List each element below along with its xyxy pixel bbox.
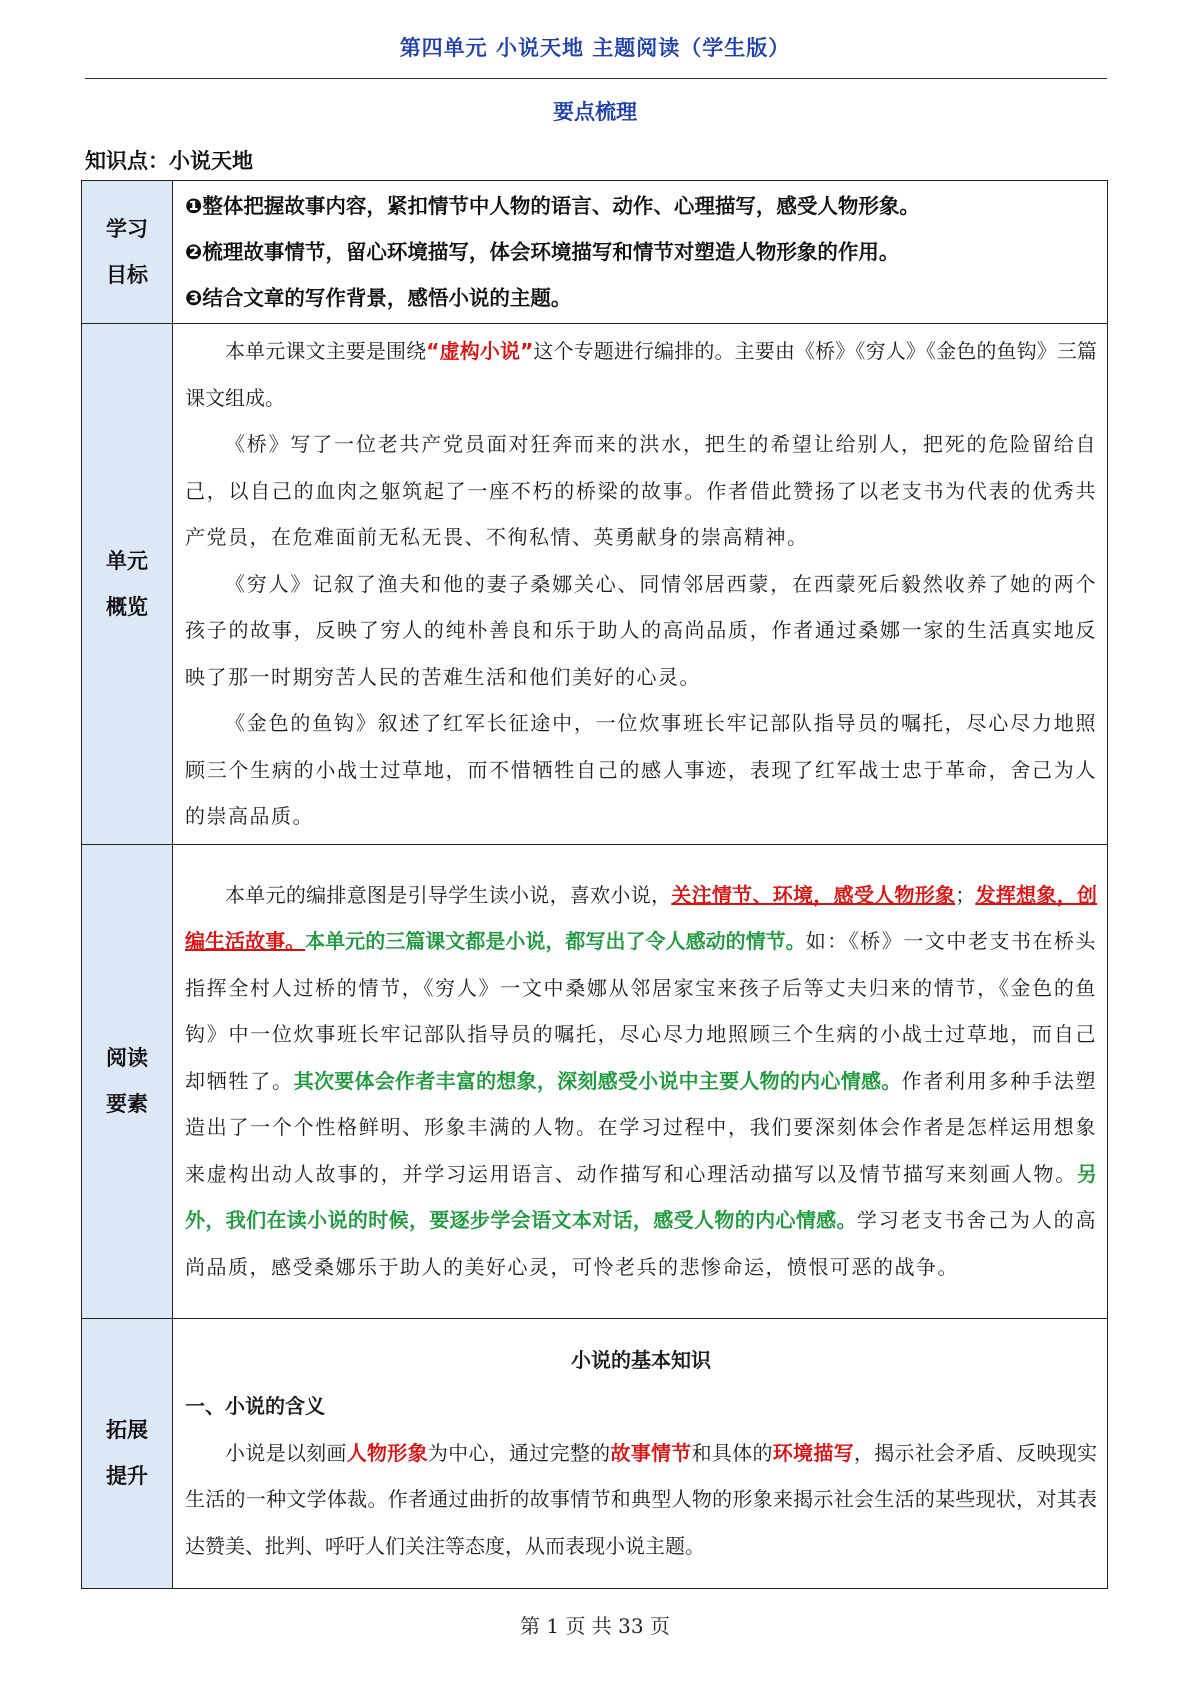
- label-line: 阅读: [106, 1046, 148, 1070]
- table-row-overview: [82, 324, 1108, 845]
- emphasis-text: 本单元的三篇课文都是小说，都写出了令人感动的情节。: [305, 929, 806, 954]
- reading-content: [173, 844, 1108, 1318]
- document-title: 第四单元 小说天地 主题阅读（学生版）: [399, 36, 791, 60]
- text-run: 小说是以刻画: [225, 1440, 347, 1465]
- row-label-extension: [82, 1318, 173, 1588]
- label-line: 拓展: [106, 1418, 148, 1442]
- text-run: 本单元的编排意图是引导学生读小说，喜欢小说，: [225, 882, 672, 907]
- text-run: 学习老支书舍己为人的高尚品质，感受桑娜乐于助人的美好心灵，可怜老兵的悲惨命运，愤恨可恶的战争。: [185, 1208, 1098, 1279]
- row-label-reading: [82, 844, 173, 1318]
- goals-content: [173, 181, 1108, 324]
- emphasis-text: 另外，我们在读小说的时候，要逐步学会语文本对话，感受人物的内心情感。: [185, 1161, 1097, 1233]
- table-row-reading: [82, 844, 1108, 1318]
- text-run: 这个专题进行编排的。主要由《桥》《穷人》《金色的鱼钩》三篇课文组成。: [185, 339, 1097, 410]
- text-run: 为中心，通过完整的: [427, 1440, 611, 1465]
- text-run: ，揭示社会矛盾、反映现实生活的一种文学体裁。作者通过曲折的故事情节和典型人物的形象来揭示社会生活的某些现状，对其表达赞美、批判、呼吁人们关注等态度，从而表现小说主题。: [185, 1440, 1098, 1558]
- goal-item: ❸结合文章的写作背景，感悟小说的主题。: [185, 286, 572, 310]
- table-row-goals: [82, 181, 1108, 324]
- extension-subheading: 一、小说的含义: [185, 1394, 325, 1419]
- section-title: 要点梳理: [553, 100, 637, 124]
- goal-item: ❶整体把握故事内容，紧扣情节中人物的语言、动作、心理描写，感受人物形象。: [185, 194, 920, 218]
- overview-paragraph: 《穷人》记叙了渔夫和他的妻子桑娜关心、同情邻居西蒙，在西蒙死后毅然收养了她的两个孩子的故事，反映了穷人的纯朴善良和乐于助人的高尚品质，作者通过桑娜一家的生活真实地反映了那一时期穷苦人民的苦难生活和他们美好的心灵。: [185, 571, 1097, 689]
- emphasis-text: 其次要体会作者丰富的想象，深刻感受小说中主要人物的内心情感。: [293, 1068, 902, 1093]
- label-line: 学习: [106, 217, 148, 241]
- page-number: 第 1 页 共 33 页: [520, 1614, 670, 1638]
- text-run: 如：《桥》一文中老支书在桥头指挥全村人过桥的情节，《穷人》一文中桑娜从邻居家宝来孩子后等丈夫归来的情节，《金色的鱼钩》中一位炊事班长牢记部队指导员的嘱托，尽心尽力地照顾三个生病的小战士过草地，而自己却牺牲了。: [185, 929, 1098, 1093]
- knowledge-point-heading: 知识点：小说天地: [85, 149, 253, 173]
- highlight-term: 人物形象: [346, 1440, 428, 1465]
- highlight-term: 故事情节: [610, 1440, 692, 1465]
- table-row-extension: [82, 1318, 1108, 1588]
- overview-content: [173, 324, 1108, 845]
- overview-paragraph: [185, 328, 1097, 421]
- overview-paragraph: 《桥》写了一位老共产党员面对狂奔而来的洪水，把生的希望让给别人，把死的危险留给自己，以自己的血肉之躯筑起了一座不朽的桥梁的故事。作者借此赞扬了以老支书为代表的优秀共产党员，在危难面前无私无畏、不徇私情、英勇献身的崇高精神。: [185, 432, 1097, 549]
- highlight-term: 发挥想象，创编生活故事。: [185, 882, 1098, 954]
- extension-paragraph: [185, 1430, 1097, 1570]
- label-line: 目标: [106, 263, 148, 287]
- summary-table: [81, 180, 1108, 1589]
- label-line: 概览: [106, 594, 148, 619]
- reading-paragraph: [185, 872, 1097, 1291]
- extension-heading: 小说的基本知识: [571, 1347, 711, 1372]
- text-run: 和具体的: [691, 1440, 773, 1465]
- label-line: 单元: [106, 548, 148, 573]
- label-line: 提升: [106, 1464, 148, 1488]
- highlight-term: 关注情节、环境，感受人物形象: [671, 882, 956, 907]
- overview-paragraph: 《金色的鱼钩》叙述了红军长征途中，一位炊事班长牢记部队指导员的嘱托，尽心尽力地照顾三个生病的小战士过草地，而不惜牺牲自己的感人事迹，表现了红军战士忠于革命，舍己为人的崇高品质。: [185, 711, 1097, 828]
- text-run: 本单元课文主要是围绕: [225, 339, 427, 363]
- text-run: 作者利用多种手法塑造出了一个个性格鲜明、形象丰满的人物。在学习过程中，我们要深刻体会作者是怎样运用想象来虚构出动人故事的，并学习运用语言、动作描写和心理活动描写以及情节描写来刻画人物。: [185, 1068, 1098, 1186]
- row-label-overview: [82, 324, 173, 845]
- text-run: ；: [955, 882, 976, 907]
- label-line: 要素: [106, 1092, 148, 1116]
- highlight-term: “虚构小说”: [426, 339, 534, 363]
- row-label-goals: [82, 181, 173, 324]
- highlight-term: 环境描写: [772, 1440, 854, 1465]
- header-divider: [85, 78, 1107, 79]
- goal-item: ❷梳理故事情节，留心环境描写，体会环境描写和情节对塑造人物形象的作用。: [185, 240, 900, 264]
- extension-content: [173, 1318, 1108, 1588]
